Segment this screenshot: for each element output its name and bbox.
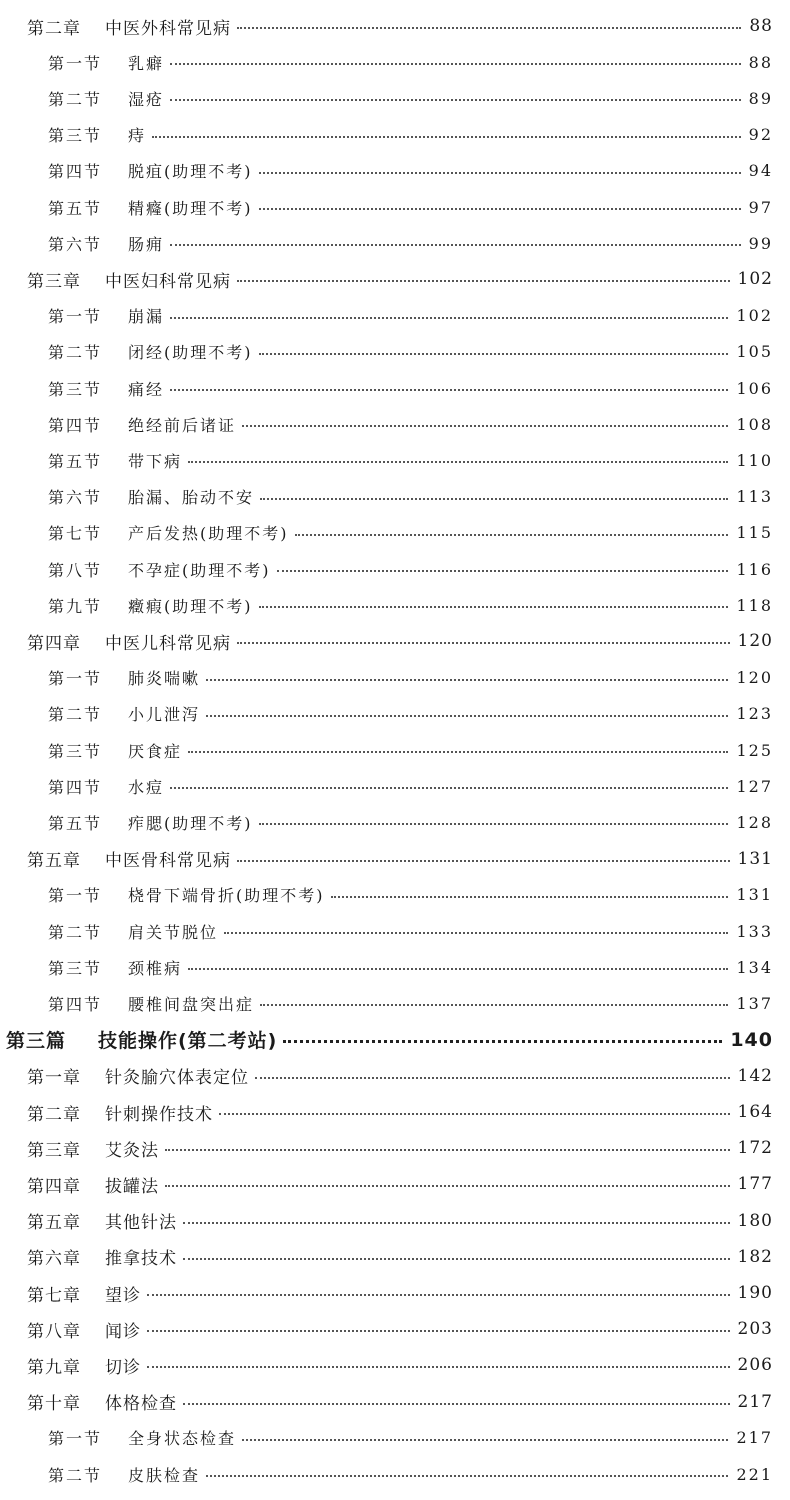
toc-entry-page: 94: [748, 161, 773, 181]
toc-entry-page: 131: [736, 885, 773, 905]
toc-entry-section[interactable]: [48, 303, 773, 329]
toc-entry-number: 第五章: [27, 851, 81, 872]
dot-leader: [219, 1113, 730, 1115]
toc-entry-page: 177: [737, 1174, 773, 1195]
toc-entry-title: 精癃(助理不考): [128, 198, 253, 218]
toc-entry-page: 108: [736, 414, 773, 434]
dot-leader: [224, 932, 728, 934]
toc-entry-number: 第九章: [27, 1357, 81, 1378]
toc-entry-page: 99: [748, 233, 773, 253]
dot-leader: [331, 896, 729, 898]
toc-entry-section[interactable]: [48, 701, 773, 727]
toc-entry-number: 第四节: [48, 415, 103, 435]
dot-leader: [183, 1403, 730, 1405]
toc-entry-section[interactable]: [48, 49, 773, 75]
toc-entry-page: 221: [736, 1464, 773, 1484]
dot-leader: [295, 534, 729, 536]
toc-entry-page: 120: [736, 668, 773, 688]
dot-leader: [170, 389, 728, 391]
toc-entry-number: 第二节: [48, 89, 103, 109]
toc-entry-title: 闻诊: [105, 1321, 141, 1342]
toc-entry-title: 中医骨科常见病: [105, 851, 231, 872]
toc-entry-page: 116: [736, 559, 773, 579]
dot-leader: [170, 63, 741, 65]
toc-entry-page: 131: [737, 848, 773, 869]
toc-entry-page: 118: [736, 595, 773, 615]
toc-entry-title: 切诊: [105, 1357, 141, 1378]
toc-entry-number: 第四节: [48, 162, 103, 182]
toc-entry-number: 第三章: [27, 1140, 81, 1161]
toc-entry-page: 164: [737, 1102, 773, 1122]
toc-entry-section[interactable]: [48, 520, 773, 546]
toc-entry-section[interactable]: [48, 375, 773, 401]
toc-entry-number: 第十章: [27, 1394, 81, 1415]
toc-entry-chapter[interactable]: [27, 13, 773, 39]
toc-entry-title: 针灸腧穴体表定位: [105, 1068, 249, 1089]
toc-entry-chapter[interactable]: [27, 846, 773, 872]
toc-entry-page: 180: [737, 1210, 773, 1231]
dot-leader: [259, 353, 729, 355]
toc-entry-page: 92: [748, 125, 773, 145]
toc-entry-title: 望诊: [105, 1285, 141, 1306]
toc-entry-number: 第六节: [48, 488, 103, 508]
toc-entry-title: 推拿技术: [105, 1249, 177, 1270]
toc-entry-chapter[interactable]: [27, 1099, 773, 1125]
toc-entry-section[interactable]: [48, 809, 773, 835]
toc-entry-page: 203: [737, 1319, 773, 1340]
toc-entry-number: 第一章: [27, 1068, 81, 1089]
toc-entry-title: 颈椎病: [128, 958, 183, 978]
toc-entry-title: 脱疽(助理不考): [128, 162, 253, 182]
toc-entry-page: 105: [736, 342, 773, 362]
toc-entry-number: 第五节: [48, 198, 103, 218]
toc-entry-page: 106: [736, 378, 773, 398]
dot-leader: [183, 1258, 730, 1260]
toc-entry-title: 腰椎间盘突出症: [128, 994, 255, 1014]
toc-entry-page: 206: [737, 1355, 773, 1376]
dot-leader: [255, 1077, 730, 1079]
toc-entry-number: 第一节: [48, 53, 103, 73]
toc-entry-section[interactable]: [48, 484, 773, 510]
dot-leader: [188, 461, 728, 463]
toc-entry-title: 针刺操作技术: [105, 1104, 213, 1125]
toc-entry-title: 癥瘕(助理不考): [128, 596, 253, 616]
toc-entry-page: 142: [737, 1065, 773, 1086]
dot-leader: [170, 244, 741, 246]
toc-entry-page: 190: [737, 1283, 773, 1303]
toc-entry-number: 第二章: [27, 18, 81, 39]
toc-entry-section[interactable]: [48, 556, 773, 582]
toc-entry-title: 桡骨下端骨折(助理不考): [128, 886, 325, 906]
toc-entry-number: 第一节: [48, 1429, 103, 1449]
toc-entry-page: 97: [748, 197, 773, 217]
toc-entry-number: 第五节: [48, 813, 103, 833]
toc-entry-page: 172: [737, 1138, 773, 1159]
toc-entry-number: 第六章: [27, 1249, 81, 1270]
toc-entry-page: 102: [737, 269, 773, 290]
toc-entry-page: 113: [736, 487, 773, 507]
toc-entry-chapter[interactable]: [27, 266, 773, 292]
toc-entry-number: 第二节: [48, 343, 103, 363]
toc-entry-page: 115: [736, 523, 773, 543]
toc-entry-title: 技能操作(第二考站): [98, 1030, 278, 1053]
toc-entry-section[interactable]: [48, 1461, 773, 1487]
dot-leader: [170, 99, 741, 101]
toc-entry-page: 134: [736, 957, 773, 977]
toc-entry-number: 第八章: [27, 1321, 81, 1342]
toc-entry-number: 第三节: [48, 379, 103, 399]
toc-entry-title: 体格检查: [105, 1394, 177, 1415]
dot-leader: [147, 1366, 730, 1368]
toc-entry-page: 120: [737, 631, 773, 652]
toc-entry-title: 其他针法: [105, 1213, 177, 1234]
toc-entry-chapter[interactable]: [27, 1280, 773, 1306]
toc-entry-number: 第四节: [48, 994, 103, 1014]
dot-leader: [147, 1294, 730, 1296]
dot-leader: [183, 1222, 730, 1224]
toc-entry-title: 闭经(助理不考): [128, 343, 253, 363]
toc-entry-section[interactable]: [48, 158, 773, 184]
dot-leader: [283, 1040, 722, 1043]
toc-entry-chapter[interactable]: [27, 1171, 773, 1197]
toc-entry-title: 艾灸法: [105, 1140, 159, 1161]
dot-leader: [237, 280, 730, 282]
toc-entry-number: 第二节: [48, 705, 103, 725]
toc-entry-section[interactable]: [48, 339, 773, 365]
toc-entry-section[interactable]: [48, 447, 773, 473]
dot-leader: [188, 751, 728, 753]
dot-leader: [259, 823, 729, 825]
toc-entry-page: 217: [737, 1391, 773, 1412]
toc-entry-number: 第三篇: [6, 1030, 67, 1053]
toc-entry-section[interactable]: [48, 954, 773, 980]
toc-entry-section[interactable]: [48, 85, 773, 111]
toc-entry-title: 肠痈: [128, 234, 165, 254]
toc-entry-section[interactable]: [48, 918, 773, 944]
toc-entry-number: 第五节: [48, 451, 103, 471]
toc-entry-title: 肩关节脱位: [128, 922, 219, 942]
toc-entry-number: 第一节: [48, 307, 103, 327]
toc-entry-chapter[interactable]: [27, 1208, 773, 1234]
toc-entry-part[interactable]: [6, 1027, 773, 1053]
toc-entry-chapter[interactable]: [27, 1389, 773, 1415]
toc-entry-page: 123: [736, 704, 773, 724]
toc-entry-title: 水痘: [128, 777, 165, 797]
dot-leader: [259, 606, 729, 608]
dot-leader: [206, 679, 728, 681]
toc-entry-number: 第三节: [48, 958, 103, 978]
toc-entry-title: 带下病: [128, 451, 183, 471]
toc-entry-section[interactable]: [48, 773, 773, 799]
dot-leader: [259, 172, 741, 174]
toc-entry-page: 128: [736, 812, 773, 832]
dot-leader: [237, 860, 730, 862]
dot-leader: [206, 715, 728, 717]
toc-entry-title: 不孕症(助理不考): [128, 560, 271, 580]
dot-leader: [277, 570, 729, 572]
toc-entry-title: 厌食症: [128, 741, 183, 761]
dot-leader: [237, 27, 741, 29]
toc-entry-page: 89: [748, 88, 773, 108]
toc-entry-section[interactable]: [48, 882, 773, 908]
toc-entry-number: 第二章: [27, 1104, 81, 1125]
toc-entry-number: 第四章: [27, 633, 81, 654]
toc-entry-page: 217: [736, 1428, 773, 1448]
toc-entry-chapter[interactable]: [27, 1316, 773, 1342]
toc-entry-title: 痛经: [128, 379, 165, 399]
toc-entry-page: 133: [736, 921, 773, 941]
toc-entry-section[interactable]: [48, 194, 773, 220]
toc-entry-chapter[interactable]: [27, 1063, 773, 1089]
dot-leader: [260, 1004, 728, 1006]
toc-entry-page: 137: [736, 993, 773, 1013]
toc-entry-chapter[interactable]: [27, 1352, 773, 1378]
toc-entry-title: 拔罐法: [105, 1176, 159, 1197]
dot-leader: [237, 642, 730, 644]
toc-entry-page: 88: [749, 16, 773, 36]
dot-leader: [165, 1185, 730, 1187]
dot-leader: [165, 1149, 730, 1151]
toc-entry-number: 第七节: [48, 524, 103, 544]
toc-entry-number: 第四节: [48, 777, 103, 797]
dot-leader: [170, 317, 728, 319]
toc-entry-section[interactable]: [48, 737, 773, 763]
toc-entry-page: 127: [736, 776, 773, 796]
toc-entry-page: 182: [737, 1246, 773, 1267]
toc-entry-chapter[interactable]: [27, 1135, 773, 1161]
toc-entry-title: 绝经前后诸证: [128, 415, 237, 435]
dot-leader: [188, 968, 728, 970]
toc-entry-title: 肺炎喘嗽: [128, 669, 201, 689]
toc-entry-page: 125: [736, 740, 773, 760]
toc-entry-number: 第四章: [27, 1176, 81, 1197]
toc-entry-section[interactable]: [48, 990, 773, 1016]
dot-leader: [259, 208, 741, 210]
toc-entry-title: 痔: [128, 126, 147, 146]
toc-entry-title: 皮肤检查: [128, 1465, 201, 1485]
toc-entry-number: 第一节: [48, 886, 103, 906]
toc-entry-title: 乳癖: [128, 53, 165, 73]
toc-entry-title: 中医儿科常见病: [105, 633, 231, 654]
dot-leader: [147, 1330, 730, 1332]
toc-entry-number: 第一节: [48, 669, 103, 689]
toc-entry-number: 第六节: [48, 234, 103, 254]
toc-entry-section[interactable]: [48, 592, 773, 618]
dot-leader: [152, 136, 741, 138]
toc-entry-section[interactable]: [48, 230, 773, 256]
toc-entry-title: 湿疮: [128, 89, 165, 109]
toc-entry-title: 胎漏、胎动不安: [128, 488, 255, 508]
toc-entry-chapter[interactable]: [27, 1244, 773, 1270]
toc-entry-number: 第三节: [48, 126, 103, 146]
toc-entry-section[interactable]: [48, 665, 773, 691]
toc-entry-page: 88: [748, 52, 773, 72]
dot-leader: [242, 425, 728, 427]
toc-entry-title: 中医妇科常见病: [105, 271, 231, 292]
toc-entry-page: 140: [730, 1028, 773, 1051]
toc-entry-chapter[interactable]: [27, 628, 773, 654]
toc-entry-title: 小儿泄泻: [128, 705, 201, 725]
toc-entry-number: 第三节: [48, 741, 103, 761]
toc-entry-page: 110: [736, 450, 773, 470]
toc-entry-page: 102: [736, 306, 773, 326]
toc-entry-number: 第五章: [27, 1213, 81, 1234]
dot-leader: [260, 498, 728, 500]
toc-entry-title: 痄腮(助理不考): [128, 813, 253, 833]
toc-entry-title: 中医外科常见病: [105, 18, 231, 39]
toc-entry-title: 崩漏: [128, 307, 165, 327]
toc-entry-number: 第二节: [48, 1465, 103, 1485]
toc-entry-number: 第七章: [27, 1285, 81, 1306]
toc-entry-section[interactable]: [48, 122, 773, 148]
dot-leader: [242, 1439, 728, 1441]
toc-entry-number: 第九节: [48, 596, 103, 616]
toc-entry-number: 第三章: [27, 271, 81, 292]
toc-entry-section[interactable]: [48, 411, 773, 437]
toc-entry-section[interactable]: [48, 1425, 773, 1451]
dot-leader: [206, 1475, 728, 1477]
toc-entry-title: 产后发热(助理不考): [128, 524, 289, 544]
dot-leader: [170, 787, 728, 789]
toc-entry-number: 第八节: [48, 560, 103, 580]
toc-entry-title: 全身状态检查: [128, 1429, 237, 1449]
toc-entry-number: 第二节: [48, 922, 103, 942]
